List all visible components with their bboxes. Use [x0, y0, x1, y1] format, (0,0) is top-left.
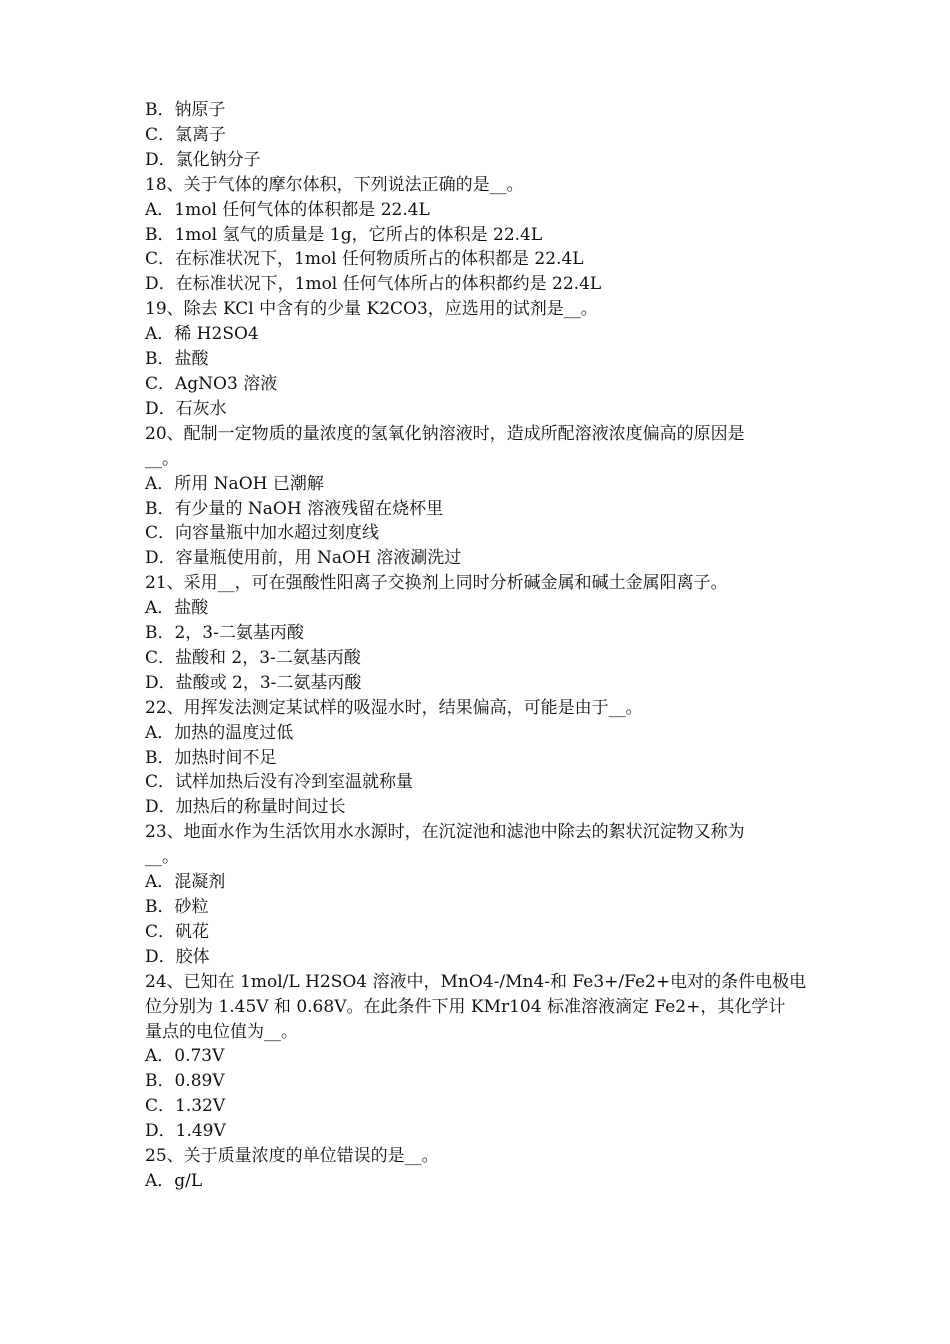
question-24-continuation: 量点的电位值为__。: [145, 1021, 298, 1042]
option-line: D．盐酸或 2，3-二氨基丙酸: [145, 672, 362, 693]
question-23: 23、地面水作为生活饮用水水源时，在沉淀池和滤池中除去的絮状沉淀物又称为: [145, 822, 745, 843]
question-22: 22、用挥发法测定某试样的吸湿水时，结果偏高，可能是由于__。: [145, 697, 643, 718]
option-line: C．矾花: [145, 921, 210, 942]
option-line: C．氯离子: [145, 124, 227, 145]
option-line: C．在标准状况下，1mol 任何物质所占的体积都是 22.4L: [145, 249, 584, 270]
option-line: B．加热时间不足: [145, 747, 277, 768]
option-line: B．2，3-二氨基丙酸: [145, 623, 304, 644]
option-line: C．试样加热后没有冷到室温就称量: [145, 772, 414, 793]
option-line: B．有少量的 NaOH 溶液残留在烧杯里: [145, 498, 444, 519]
question-24-continuation: 位分别为 1.45V 和 0.68V。在此条件下用 KMr104 标准溶液滴定 Fe2+，其化学计: [145, 996, 786, 1017]
question-18: 18、关于气体的摩尔体积，下列说法正确的是__。: [145, 174, 524, 195]
option-line: A．0.73V: [145, 1046, 225, 1067]
option-line: D．在标准状况下，1mol 任何气体所占的体积都约是 22.4L: [145, 274, 602, 295]
option-line: A．所用 NaOH 已潮解: [145, 473, 324, 494]
option-line: C．1.32V: [145, 1096, 226, 1117]
option-line: A．1mol 任何气体的体积都是 22.4L: [145, 199, 430, 220]
question-25: 25、关于质量浓度的单位错误的是__。: [145, 1146, 439, 1167]
option-line: A．g/L: [145, 1170, 203, 1191]
option-line: A．加热的温度过低: [145, 722, 294, 743]
exam-text-body: [145, 98, 810, 1194]
option-line: A．混凝剂: [145, 872, 226, 893]
question-19: 19、除去 KCl 中含有的少量 K2CO3，应选用的试剂是__。: [145, 299, 598, 320]
option-line: D．1.49V: [145, 1121, 226, 1142]
question-20-continuation: __。: [145, 448, 179, 469]
option-line: D．氯化钠分子: [145, 149, 261, 170]
option-line: D．石灰水: [145, 398, 227, 419]
option-line: A．盐酸: [145, 598, 209, 619]
question-23-continuation: __。: [145, 847, 179, 868]
option-line: B．0.89V: [145, 1071, 225, 1092]
question-21: 21、采用__，可在强酸性阳离子交换剂上同时分析碱金属和碱土金属阳离子。: [145, 573, 728, 594]
option-line: C．向容量瓶中加水超过刻度线: [145, 523, 380, 544]
question-20: 20、配制一定物质的量浓度的氢氧化钠溶液时，造成所配溶液浓度偏高的原因是: [145, 423, 745, 444]
option-line: D．加热后的称量时间过长: [145, 797, 346, 818]
option-line: B．1mol 氢气的质量是 1g，它所占的体积是 22.4L: [145, 224, 543, 245]
option-line: D．胶体: [145, 946, 210, 967]
option-line: D．容量瓶使用前，用 NaOH 溶液涮洗过: [145, 548, 462, 569]
question-24: 24、已知在 1mol/L H2SO4 溶液中，MnO4-/Mn4-和 Fe3+/Fe2+电对的条件电极电: [145, 971, 807, 992]
option-line: A．稀 H2SO4: [145, 324, 259, 345]
option-line: B．砂粒: [145, 897, 209, 917]
option-line: B．钠原子: [145, 100, 226, 120]
option-line: C．盐酸和 2，3-二氨基丙酸: [145, 647, 361, 668]
option-line: C．AgNO3 溶液: [145, 373, 278, 394]
option-line: B．盐酸: [145, 349, 209, 370]
